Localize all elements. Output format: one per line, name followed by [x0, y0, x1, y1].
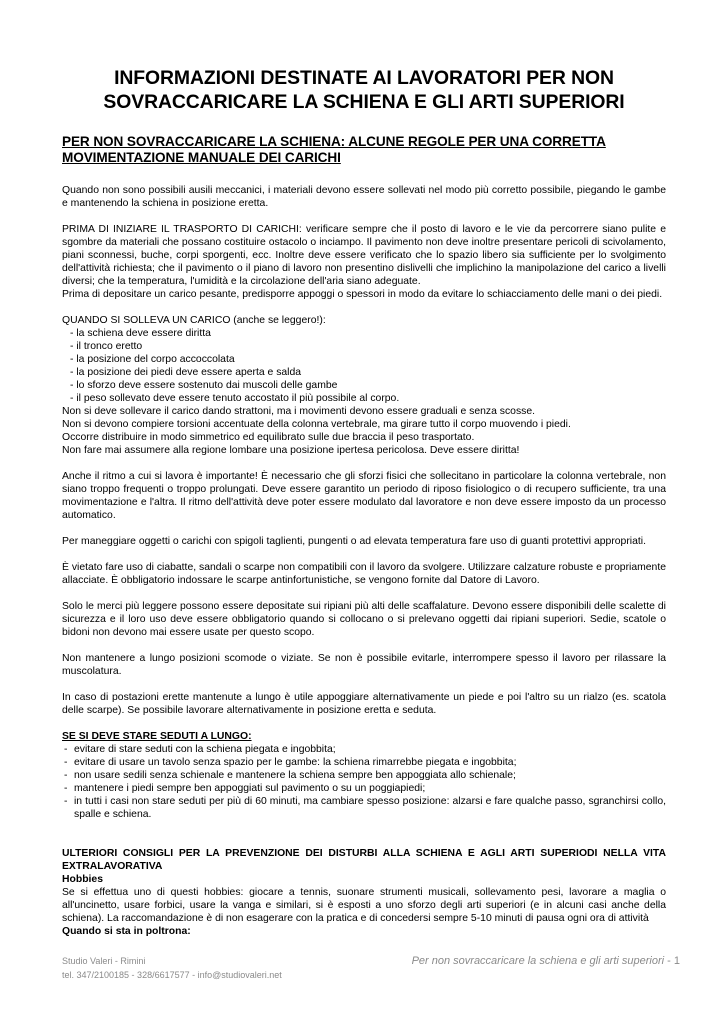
intro-paragraph: Quando non sono possibili ausili meccanici, i materiali devono essere sollevati nel modo più corretto possibile, piegando le gambe e mantenendo la schiena in posizione eretta.: [62, 185, 666, 209]
postures-paragraph: Non mantenere a lungo posizioni scomode o viziate. Se non è possibile evitarle, interrompere spesso il lavoro per rilassare la muscolatura.: [62, 653, 666, 677]
title-line-2: SOVRACCARICARE LA SCHIENA E GLI ARTI SUPERIORI: [103, 91, 625, 113]
lifting-item: - la posizione dei piedi deve essere aperta e salda: [70, 367, 302, 378]
subtitle-line-2: MOVIMENTAZIONE MANUALE DEI CARICHI: [62, 150, 341, 165]
lifting-item: - la posizione del corpo accoccolata: [70, 354, 235, 365]
lifting-item: - il tronco eretto: [70, 341, 143, 352]
page-number: 1: [673, 955, 680, 967]
footer-doc-title: Per non sovraccaricare la schiena e gli arti superiori: [411, 955, 665, 967]
standing-paragraph: In caso di postazioni erette mantenute a lungo è utile appoggiare alternativamente un piede e poi l'altro su un rialzo (es. scatola delle scarpe). Se possibile lavorare alternativamente in posizione eretta e seduta.: [62, 692, 666, 716]
document-title: [62, 66, 666, 114]
lifting-item: - la schiena deve essere diritta: [70, 328, 211, 339]
seated-item: - evitare di usare un tavolo senza spazio per le gambe: la schiena rimarrebbe piegata e ingobbita;: [62, 756, 666, 769]
hobbies-heading: Hobbies: [62, 874, 103, 885]
rhythm-paragraph: Anche il ritmo a cui si lavora è importante! È necessario che gli sforzi fisici che sollecitano in particolare la colonna vertebrale, non siano troppo frequenti o troppo prolungati. Deve essere garantito un periodo di riposo fisiologico o di recupero sufficiente, tra una movimentazione e l'altra. Il ritmo dell'attività deve poter essere modulato dal lavoratore e non deve essere imposto da un processo automatico.: [62, 471, 666, 521]
section-heading-back: [62, 134, 666, 166]
lifting-list: [62, 327, 666, 405]
document-page: [62, 66, 666, 938]
subtitle-line-1: PER NON SOVRACCARICARE LA SCHIENA: ALCUNE REGOLE PER UNA CORRETTA: [62, 134, 606, 149]
footer-company: Studio Valeri - Rimini: [62, 956, 146, 966]
shelves-paragraph: Solo le merci più leggere possono essere depositate sui ripiani più alti delle scaffalature. Devono essere disponibili delle scalette di sicurezza e il loro uso deve essere obbligatorio quando si collocano o si prelevano oggetti dai ripiani superiori. Sedie, scatole o bidoni non devono mai essere usate per questo scopo.: [62, 601, 666, 638]
title-line-1: INFORMAZIONI DESTINATE AI LAVORATORI PER NON: [114, 67, 614, 89]
further-advice-heading: ULTERIORI CONSIGLI PER LA PREVENZIONE DEI DISTURBI ALLA SCHIENA E AGLI ARTI SUPERIODI NELLA VITA EXTRALAVORATIVA: [62, 848, 666, 872]
seated-item: - in tutti i casi non stare seduti per più di 60 minuti, ma cambiare spesso posizione: alzarsi e fare qualche passo, sgranchirsi collo, spalle e schiena.: [62, 795, 666, 821]
lifting-rule: Non si deve sollevare il carico dando strattoni, ma i movimenti devono essere graduali e senza scosse.: [62, 406, 536, 417]
seated-item: - evitare di stare seduti con la schiena piegata e ingobbita;: [62, 743, 666, 756]
hobbies-paragraph: Se si effettua uno di questi hobbies: giocare a tennis, suonare strumenti musicali, sollevamento pesi, lavorare a maglia o all'uncinetto, usare forbici, usare la vanga e similari, si è esposti a uno sforzo degli arti superiori (e in alcuni casi anche della schiena). La raccomandazione è di non esagerare con la pratica e di concedersi sempre 5-10 minuti di pausa ogni ora di attività: [62, 887, 666, 924]
seated-item: - mantenere i piedi sempre ben appoggiati sul pavimento o su un poggiapiedi;: [62, 782, 666, 795]
armchair-heading: Quando si sta in poltrona:: [62, 926, 191, 937]
lifting-intro: QUANDO SI SOLLEVA UN CARICO (anche se leggero!):: [62, 315, 326, 326]
footer-page-separator: -: [664, 955, 674, 967]
seated-item: - non usare sedili senza schienale e mantenere la schiena sempre ben appoggiata allo schienale;: [62, 769, 666, 782]
before-transport-paragraph: PRIMA DI INIZIARE IL TRASPORTO DI CARICHI: verificare sempre che il posto di lavoro e le vie da percorrere siano pulite e sgombre da materiali che possano costituire ostacolo o inciampo. Il pavimento non deve inoltre presentare pericoli di scivolamento, piani sconnessi, buche, corpi sporgenti, ecc. Inoltre deve essere verificato che lo spazio libero sia sufficiente per lo svolgimento dell'attività richiesta; che il pavimento o il piano di lavoro non presentino dislivelli che implichino la manipolazione del carico a livelli diversi; che la temperatura, l'umidità e la circolazione dell'aria siano adeguate.: [62, 224, 666, 287]
lifting-rule: Occorre distribuire in modo simmetrico ed equilibrato sulle due braccia il peso trasportato.: [62, 432, 475, 443]
lifting-item: - il peso sollevato deve essere tenuto accostato il più possibile al corpo.: [70, 393, 400, 404]
footer-company-info: [62, 954, 282, 982]
lifting-item: - lo sforzo deve essere sostenuto dai muscoli delle gambe: [70, 380, 338, 391]
before-deposit-paragraph: Prima di depositare un carico pesante, predisporre appoggi o spessori in modo da evitare lo schiacciamento delle mani o dei piedi.: [62, 289, 663, 300]
footer-contacts: tel. 347/2100185 - 328/6617577 - info@studiovaleri.net: [62, 970, 282, 980]
shoes-paragraph: È vietato fare uso di ciabatte, sandali o scarpe non compatibili con il lavoro da svolgere. Utilizzare calzature robuste e propriamente allacciate. È obbligatorio indossare le scarpe antinfortunistiche, se vengono fornite dal Datore di Lavoro.: [62, 562, 666, 586]
seated-list: [62, 743, 666, 821]
lifting-rule: Non si devono compiere torsioni accentuate della colonna vertebrale, ma girare tutto il corpo muovendo i piedi.: [62, 419, 571, 430]
seated-heading: SE SI DEVE STARE SEDUTI A LUNGO:: [62, 731, 252, 742]
lifting-rule: Non fare mai assumere alla regione lombare una posizione ipertesa pericolosa. Deve essere diritta!: [62, 445, 520, 456]
footer-page-info: [412, 954, 680, 968]
gloves-paragraph: Per maneggiare oggetti o carichi con spigoli taglienti, pungenti o ad elevata temperatura fare uso di guanti protettivi appropriati.: [62, 536, 646, 547]
